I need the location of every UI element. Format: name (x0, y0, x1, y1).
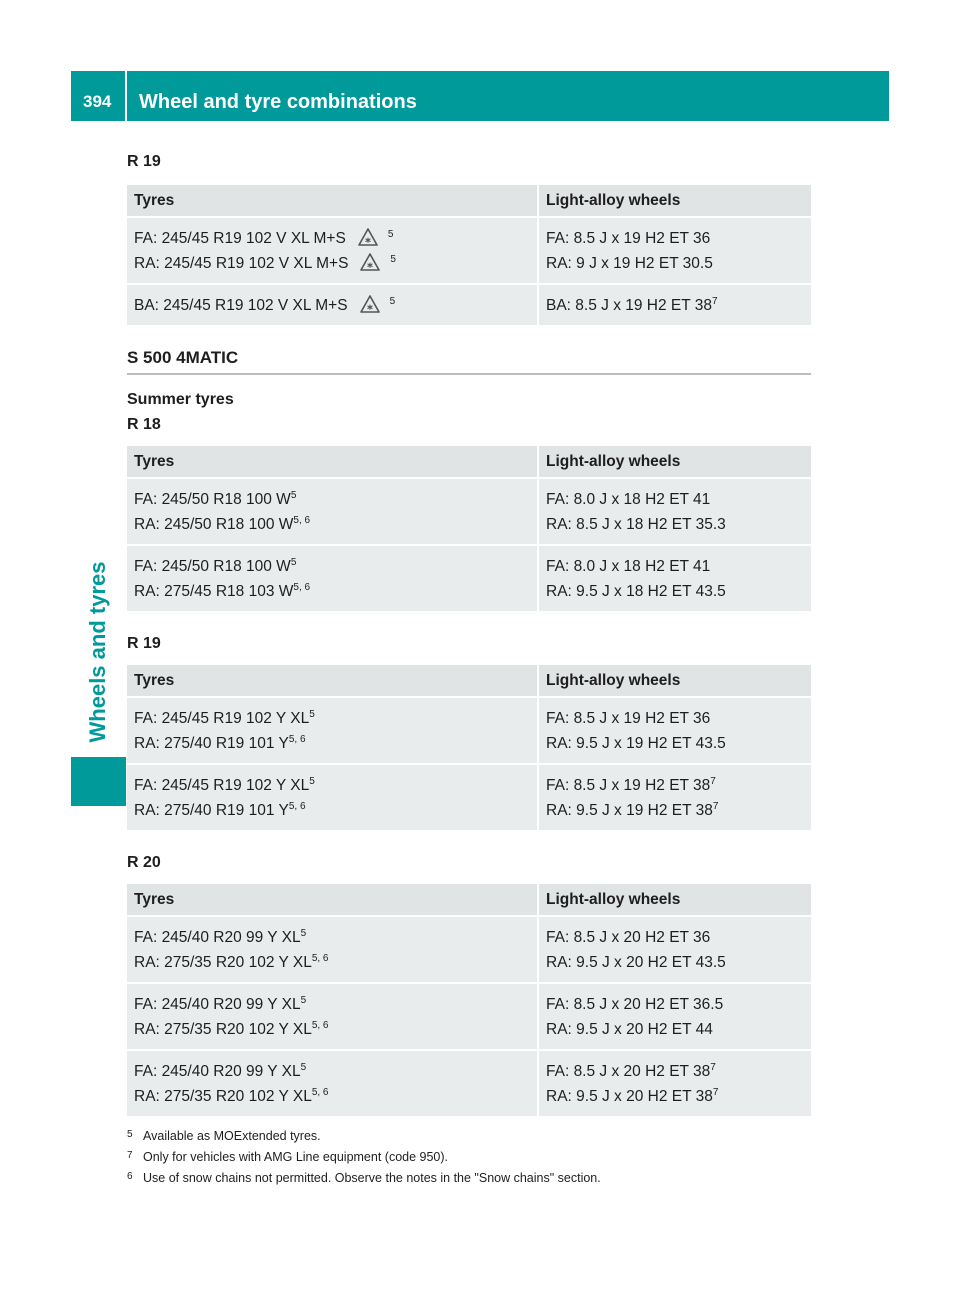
wheels-cell (539, 698, 811, 763)
tyre-spec (134, 950, 530, 975)
page-header (71, 71, 889, 121)
footnote-ref: 5, 6 (288, 734, 306, 745)
wheel-spec-text: FA: 8.5 J x 19 H2 ET 38 (546, 777, 711, 794)
tyre-spec-text: FA: 245/40 R20 99 Y XL (134, 929, 301, 946)
wheels-cell (539, 765, 811, 830)
wheels-cell (539, 917, 811, 982)
footnotes (127, 1125, 827, 1188)
footnote-ref: 5 (389, 296, 396, 307)
tyre-spec-text: RA: 275/35 R20 102 Y XL (134, 954, 312, 971)
tyre-spec (134, 293, 530, 318)
wheel-spec-text: RA: 9.5 J x 19 H2 ET 38 (546, 802, 713, 819)
footnote-ref: 5, 6 (288, 801, 306, 812)
footnote-ref: 5, 6 (311, 953, 329, 964)
wheel-spec (546, 1084, 804, 1109)
section-heading-r19-top: R 19 (127, 153, 161, 170)
column-header-wheels: Light-alloy wheels (539, 884, 811, 915)
column-header-tyres: Tyres (127, 446, 539, 477)
section-heading-r19: R 19 (127, 635, 161, 652)
footnote-ref: 7 (712, 296, 718, 307)
column-header-wheels: Light-alloy wheels (539, 665, 811, 696)
wheels-cell (539, 285, 811, 325)
tyre-spec (134, 706, 530, 731)
wheel-spec-text: RA: 9.5 J x 18 H2 ET 43.5 (546, 583, 726, 600)
tyre-spec-text: RA: 275/40 R19 101 Y (134, 735, 289, 752)
tyre-spec-text: RA: 275/40 R19 101 Y (134, 802, 289, 819)
tyre-spec-text: FA: 245/40 R20 99 Y XL (134, 996, 301, 1013)
footnote-ref: 5 (387, 229, 394, 240)
table-row (127, 765, 811, 830)
wheel-spec (546, 925, 804, 950)
tyre-spec (134, 773, 530, 798)
wheel-spec-text: RA: 9.5 J x 20 H2 ET 43.5 (546, 954, 726, 971)
footnote-text: Only for vehicles with AMG Line equipment (code 950). (143, 1150, 449, 1164)
page-number: 394 (83, 92, 112, 111)
wheel-spec-text: FA: 8.5 J x 20 H2 ET 36 (546, 929, 711, 946)
wheel-spec (546, 512, 804, 537)
tyres-cell (127, 285, 539, 325)
wheel-spec-text: RA: 9.5 J x 19 H2 ET 43.5 (546, 735, 726, 752)
footnote (127, 1146, 827, 1167)
footnote-number: 6 (127, 1171, 133, 1182)
wheels-cell (539, 1051, 811, 1116)
tyre-spec-text: FA: 245/50 R18 100 W (134, 491, 291, 508)
wheel-spec (546, 1017, 804, 1042)
wheel-spec (546, 706, 804, 731)
footnote-ref: 5 (300, 1062, 307, 1073)
tyre-table-r18 (127, 444, 811, 613)
tyre-spec-text: BA: 245/45 R19 102 V XL M+S (134, 297, 348, 314)
wheel-spec-text: RA: 9.5 J x 20 H2 ET 38 (546, 1088, 713, 1105)
tyre-spec (134, 487, 530, 512)
table-row (127, 285, 811, 325)
tyre-spec (134, 512, 530, 537)
footnote-ref: 7 (712, 801, 719, 812)
footnote (127, 1167, 827, 1188)
wheel-spec-text: RA: 9.5 J x 20 H2 ET 44 (546, 1021, 713, 1038)
side-tab-label: Wheels and tyres (85, 561, 110, 743)
tyre-spec (134, 925, 530, 950)
tyre-spec-text: RA: 275/35 R20 102 Y XL (134, 1088, 312, 1105)
wheels-cell (539, 479, 811, 544)
wheel-spec (546, 251, 804, 276)
main-content (127, 151, 811, 1118)
footnote-text: Use of snow chains not permitted. Observe the notes in the "Snow chains" section. (143, 1171, 601, 1185)
tyres-cell (127, 218, 539, 283)
footnote-ref: 7 (712, 1087, 719, 1098)
wheel-spec-text: RA: 8.5 J x 18 H2 ET 35.3 (546, 516, 726, 533)
tyres-cell (127, 1051, 539, 1116)
tyre-table-r19-top (127, 183, 811, 327)
header-divider (125, 71, 127, 121)
table-row (127, 218, 811, 283)
footnote (127, 1125, 827, 1146)
wheel-spec (546, 293, 804, 318)
wheels-cell (539, 218, 811, 283)
snowflake-mountain-icon (358, 228, 378, 246)
section-heading-r20: R 20 (127, 854, 161, 871)
tyre-spec (134, 992, 530, 1017)
wheel-spec (546, 226, 804, 251)
tyre-spec-text: RA: 245/45 R19 102 V XL M+S (134, 255, 349, 272)
footnote-ref: 5, 6 (293, 582, 311, 593)
tyre-spec (134, 1059, 530, 1084)
column-header-tyres: Tyres (127, 185, 539, 216)
tyre-spec-text: FA: 245/45 R19 102 Y XL (134, 710, 310, 727)
tyre-spec (134, 554, 530, 579)
wheel-spec-text: FA: 8.0 J x 18 H2 ET 41 (546, 491, 711, 508)
tyre-spec (134, 1017, 530, 1042)
tyres-cell (127, 479, 539, 544)
footnote-ref: 5 (390, 254, 396, 265)
table-row (127, 917, 811, 982)
tyres-cell (127, 984, 539, 1049)
footnote-ref: 5, 6 (311, 1020, 329, 1031)
tyre-table-r20 (127, 882, 811, 1118)
table-header-row (127, 884, 811, 915)
table-row (127, 698, 811, 763)
tyre-spec (134, 579, 530, 604)
footnote-number: 7 (127, 1150, 133, 1161)
footnote-ref: 5, 6 (293, 515, 311, 526)
wheel-spec (546, 579, 804, 604)
footnote-ref: 5 (290, 557, 297, 568)
tyre-spec (134, 731, 530, 756)
footnote-ref: 5, 6 (311, 1087, 329, 1098)
footnote-ref: 5 (300, 928, 307, 939)
page-title: Wheel and tyre combinations (139, 91, 417, 113)
tyres-cell (127, 698, 539, 763)
wheels-cell (539, 984, 811, 1049)
tyre-spec-text: RA: 275/45 R18 103 W (134, 583, 294, 600)
table-row (127, 984, 811, 1049)
tyres-cell (127, 765, 539, 830)
column-header-wheels: Light-alloy wheels (539, 446, 811, 477)
footnote-ref: 5 (309, 776, 315, 787)
tyre-spec-text: FA: 245/45 R19 102 Y XL (134, 777, 310, 794)
wheel-spec (546, 487, 804, 512)
table-header-row (127, 446, 811, 477)
tyres-cell (127, 917, 539, 982)
tyre-spec (134, 251, 530, 276)
wheel-spec-text: FA: 8.5 J x 20 H2 ET 38 (546, 1063, 711, 1080)
tyre-spec-text: FA: 245/50 R18 100 W (134, 558, 291, 575)
wheel-spec (546, 950, 804, 975)
tyre-spec-text: FA: 245/45 R19 102 V XL M+S (134, 230, 346, 247)
wheel-spec-text: FA: 8.5 J x 19 H2 ET 36 (546, 710, 711, 727)
section-heading-r18: R 18 (127, 416, 161, 433)
column-header-tyres: Tyres (127, 665, 539, 696)
footnote-ref: 5 (309, 709, 315, 720)
wheel-spec (546, 1059, 804, 1084)
column-header-wheels: Light-alloy wheels (539, 185, 811, 216)
footnote-number: 5 (127, 1129, 133, 1140)
wheel-spec-text: FA: 8.0 J x 18 H2 ET 41 (546, 558, 711, 575)
tyre-spec (134, 1084, 530, 1109)
tyre-table-r19 (127, 663, 811, 832)
wheel-spec (546, 773, 804, 798)
column-header-tyres: Tyres (127, 884, 539, 915)
footnote-text: Available as MOExtended tyres. (143, 1129, 321, 1143)
table-header-row (127, 665, 811, 696)
table-row (127, 546, 811, 611)
wheel-spec-text: FA: 8.5 J x 19 H2 ET 36 (546, 230, 711, 247)
table-row (127, 479, 811, 544)
tyre-spec-text: RA: 245/50 R18 100 W (134, 516, 294, 533)
snowflake-mountain-icon (360, 295, 380, 313)
wheels-cell (539, 546, 811, 611)
model-heading: S 500 4MATIC (127, 347, 811, 375)
wheel-spec-text: BA: 8.5 J x 19 H2 ET 38 (546, 297, 712, 314)
side-tab-marker (71, 757, 126, 806)
table-row (127, 1051, 811, 1116)
tyre-spec (134, 226, 530, 251)
tyre-spec-text: RA: 275/35 R20 102 Y XL (134, 1021, 312, 1038)
footnote-ref: 5 (300, 995, 307, 1006)
tyres-cell (127, 546, 539, 611)
footnote-ref: 7 (710, 776, 716, 787)
wheel-spec-text: FA: 8.5 J x 20 H2 ET 36.5 (546, 996, 724, 1013)
wheel-spec (546, 798, 804, 823)
footnote-ref: 5 (290, 490, 297, 501)
summer-tyres-heading: Summer tyres (127, 391, 234, 408)
table-header-row (127, 185, 811, 216)
wheel-spec (546, 554, 804, 579)
snowflake-mountain-icon (360, 253, 380, 271)
tyre-spec-text: FA: 245/40 R20 99 Y XL (134, 1063, 301, 1080)
footnote-ref: 7 (710, 1062, 716, 1073)
wheel-spec (546, 731, 804, 756)
wheel-spec (546, 992, 804, 1017)
tyre-spec (134, 798, 530, 823)
wheel-spec-text: RA: 9 J x 19 H2 ET 30.5 (546, 255, 713, 272)
